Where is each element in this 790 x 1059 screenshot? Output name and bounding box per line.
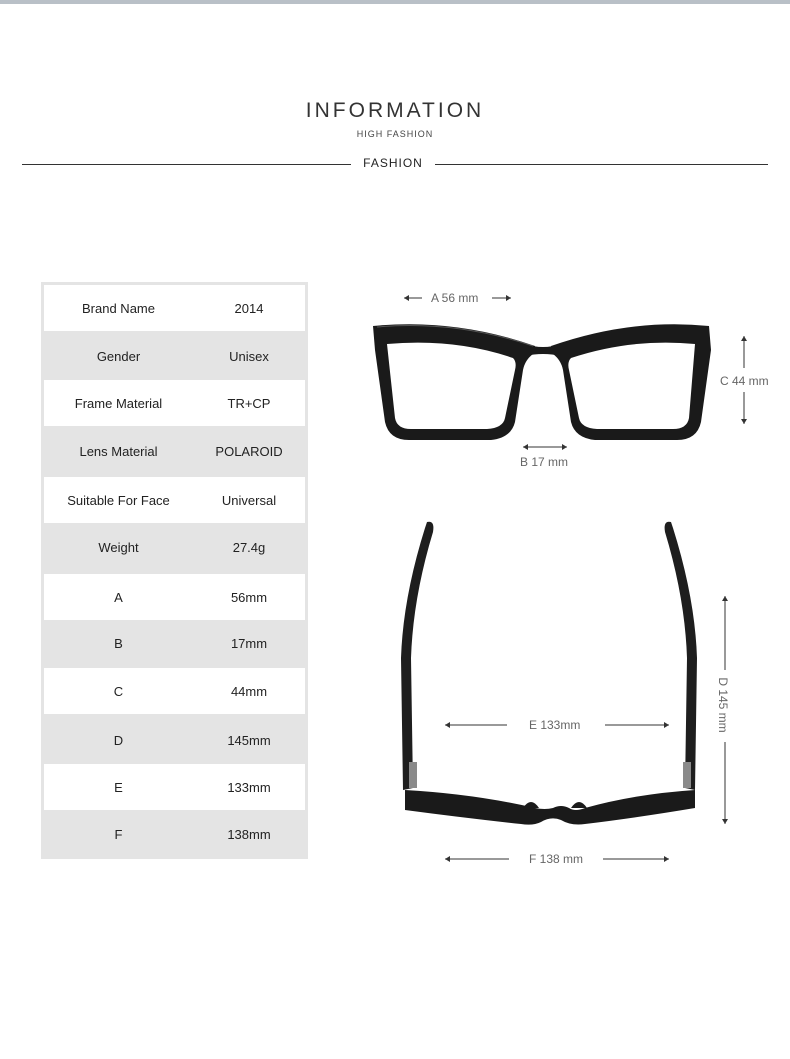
divider-right <box>435 164 768 165</box>
spec-label: E <box>114 779 123 795</box>
spec-row-d <box>44 717 305 763</box>
spec-value: POLAROID <box>215 443 283 459</box>
dim-e-label: E 133mm <box>529 718 581 732</box>
left-temple-top <box>401 522 433 790</box>
page-title: INFORMATION <box>305 99 485 122</box>
glasses-top-view <box>395 518 705 838</box>
spec-row-weight <box>44 524 305 570</box>
front-frame-top <box>405 790 695 825</box>
spec-value: 138mm <box>227 826 271 842</box>
spec-row-gender <box>44 333 305 379</box>
dim-d-label: D 145 mm <box>716 677 730 733</box>
spec-value: 27.4g <box>232 539 266 555</box>
spec-row-b <box>44 620 305 666</box>
spec-row-a <box>44 574 305 620</box>
dim-a-left-arrow <box>402 292 432 304</box>
spec-row-c <box>44 668 305 714</box>
spec-row-f <box>44 811 305 857</box>
spec-label: Lens Material <box>79 443 158 459</box>
dim-e-left-arrow <box>443 719 509 731</box>
spec-value: 56mm <box>230 589 268 605</box>
spec-value: 44mm <box>230 683 268 699</box>
spec-value: Unisex <box>229 348 269 364</box>
spec-row-lens-material <box>44 428 305 474</box>
spec-label: Brand Name <box>82 300 155 316</box>
dim-f-left-arrow <box>443 853 511 865</box>
spec-value: Universal <box>221 492 277 508</box>
spec-row-brand-name <box>44 285 305 331</box>
top-bar <box>0 0 790 4</box>
spec-label: B <box>114 635 123 651</box>
dim-e-right-arrow <box>603 719 671 731</box>
spec-value: 145mm <box>227 732 271 748</box>
spec-value: 2014 <box>234 300 264 316</box>
spec-label: A <box>114 589 123 605</box>
spec-table <box>41 282 308 859</box>
right-temple-top <box>665 522 697 790</box>
right-lens <box>568 343 695 429</box>
dim-b-arrow <box>521 441 569 453</box>
dim-f-right-arrow <box>601 853 671 865</box>
dim-a-right-arrow <box>490 292 514 304</box>
divider-left <box>22 164 351 165</box>
dim-c-label: C 44 mm <box>720 374 769 388</box>
spec-value: TR+CP <box>227 395 271 411</box>
divider-label: FASHION <box>363 156 423 170</box>
spec-label: Suitable For Face <box>67 492 170 508</box>
spec-row-frame-material <box>44 380 305 426</box>
spec-value: 17mm <box>230 635 268 651</box>
bridge <box>525 344 561 356</box>
glasses-front-view <box>365 310 725 450</box>
spec-value: 133mm <box>227 779 271 795</box>
dim-a-label: A 56 mm <box>431 291 479 305</box>
dim-b-label: B 17 mm <box>520 455 569 469</box>
spec-row-suitable-face <box>44 477 305 523</box>
dim-f-label: F 138 mm <box>529 852 584 866</box>
spec-row-e <box>44 764 305 810</box>
spec-label: Frame Material <box>74 395 163 411</box>
spec-label: D <box>113 732 124 748</box>
spec-label: Weight <box>98 539 139 555</box>
page-subtitle: HIGH FASHION <box>356 129 434 139</box>
spec-label: C <box>113 683 124 699</box>
spec-label: F <box>114 826 123 842</box>
left-lens <box>387 343 516 429</box>
spec-label: Gender <box>96 348 141 364</box>
